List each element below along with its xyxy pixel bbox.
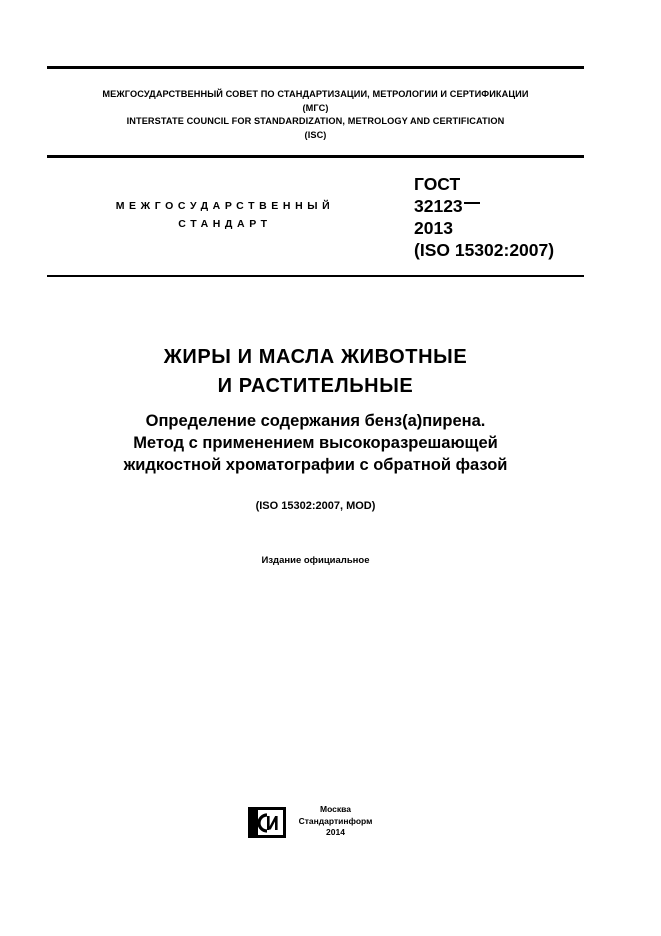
council-name-en: INTERSTATE COUNCIL FOR STANDARDIZATION, METROLOGY AND CERTIFICATION <box>126 116 505 126</box>
council-header <box>47 88 584 142</box>
iso-reference: (ISO 15302:2007) <box>414 240 555 260</box>
gost-label: ГОСТ <box>414 174 461 194</box>
subtitle-line2: Метод с применением высокоразрешающей <box>133 434 498 452</box>
standard-type-line2: СТАНДАРТ <box>178 218 272 230</box>
council-abbr-ru: (МГС) <box>302 102 329 113</box>
standartinform-logo-icon <box>248 807 286 838</box>
title-line1: ЖИРЫ И МАСЛА ЖИВОТНЫЕ <box>163 346 468 368</box>
publisher-name: Стандартинформ <box>298 815 373 826</box>
subtitle-line3: жидкостной хроматографии с обратной фазой <box>123 456 508 474</box>
gost-designation <box>414 173 554 261</box>
gost-number: 32123 <box>414 196 463 216</box>
council-name-ru: МЕЖГОСУДАРСТВЕННЫЙ СОВЕТ ПО СТАНДАРТИЗАЦИИ, МЕТРОЛОГИИ И СЕРТИФИКАЦИИ <box>102 89 529 99</box>
top-rule <box>47 66 584 69</box>
publisher-block <box>298 804 373 839</box>
council-abbr-en: (ISC) <box>304 129 327 140</box>
edition-note: Издание официальное <box>261 555 370 566</box>
document-subtitle <box>60 410 571 476</box>
subtitle-line1: Определение содержания бенз(а)пирена. <box>145 412 486 430</box>
standard-type-line1: МЕЖГОСУДАРСТВЕННЫЙ <box>115 200 335 212</box>
title-line2: И РАСТИТЕЛЬНЫЕ <box>217 375 414 397</box>
iso-modification: (ISO 15302:2007, MOD) <box>255 500 376 512</box>
bottom-rule <box>47 275 584 277</box>
gost-year: 2013 <box>414 218 453 238</box>
gost-dash <box>464 202 480 204</box>
middle-rule <box>47 155 584 158</box>
standard-type <box>90 197 360 233</box>
publisher-year: 2014 <box>326 827 345 837</box>
document-title <box>60 343 571 401</box>
publisher-city: Москва <box>320 804 351 814</box>
